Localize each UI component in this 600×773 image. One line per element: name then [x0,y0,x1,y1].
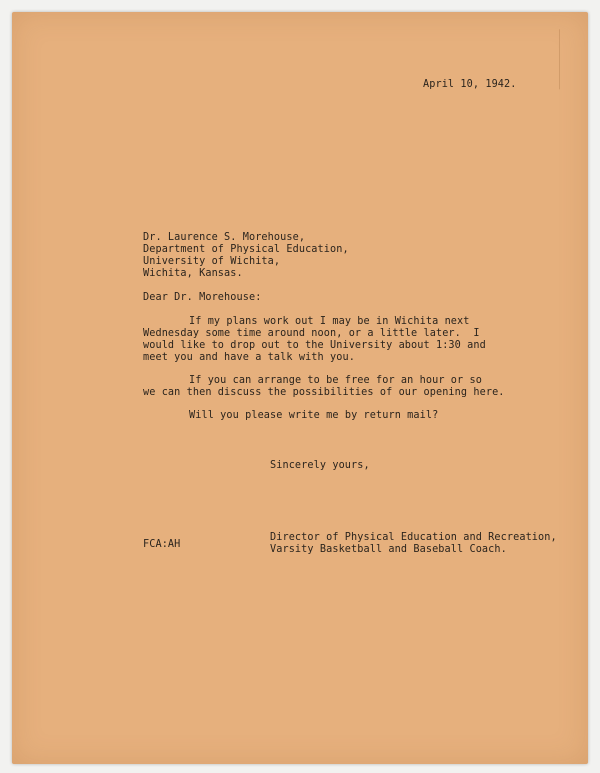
closing: Sincerely yours, [270,460,370,471]
paper-fold-mark [559,29,586,99]
body-line: If you can arrange to be free for an hour or so [189,375,482,386]
recipient-institution: University of Wichita, [143,256,281,267]
signature-title-line: Director of Physical Education and Recreation, [270,532,557,543]
letter-page [12,12,588,764]
salutation: Dear Dr. Morehouse: [143,292,262,303]
body-line: meet you and have a talk with you. [143,352,355,363]
body-line: Wednesday some time around noon, or a little later. I [143,328,480,339]
recipient-name: Dr. Laurence S. Morehouse, [143,232,306,243]
body-line: would like to drop out to the University about 1:30 and [143,340,486,351]
letter-date: April 10, 1942. [423,79,517,90]
recipient-department: Department of Physical Education, [143,244,349,255]
body-line: If my plans work out I may be in Wichita next [189,316,470,327]
body-line: we can then discuss the possibilities of our opening here. [143,387,505,398]
body-line: Will you please write me by return mail? [189,410,439,421]
recipient-location: Wichita, Kansas. [143,268,243,279]
signature-title-line: Varsity Basketball and Baseball Coach. [270,544,507,555]
typist-initials: FCA:AH [143,539,181,550]
